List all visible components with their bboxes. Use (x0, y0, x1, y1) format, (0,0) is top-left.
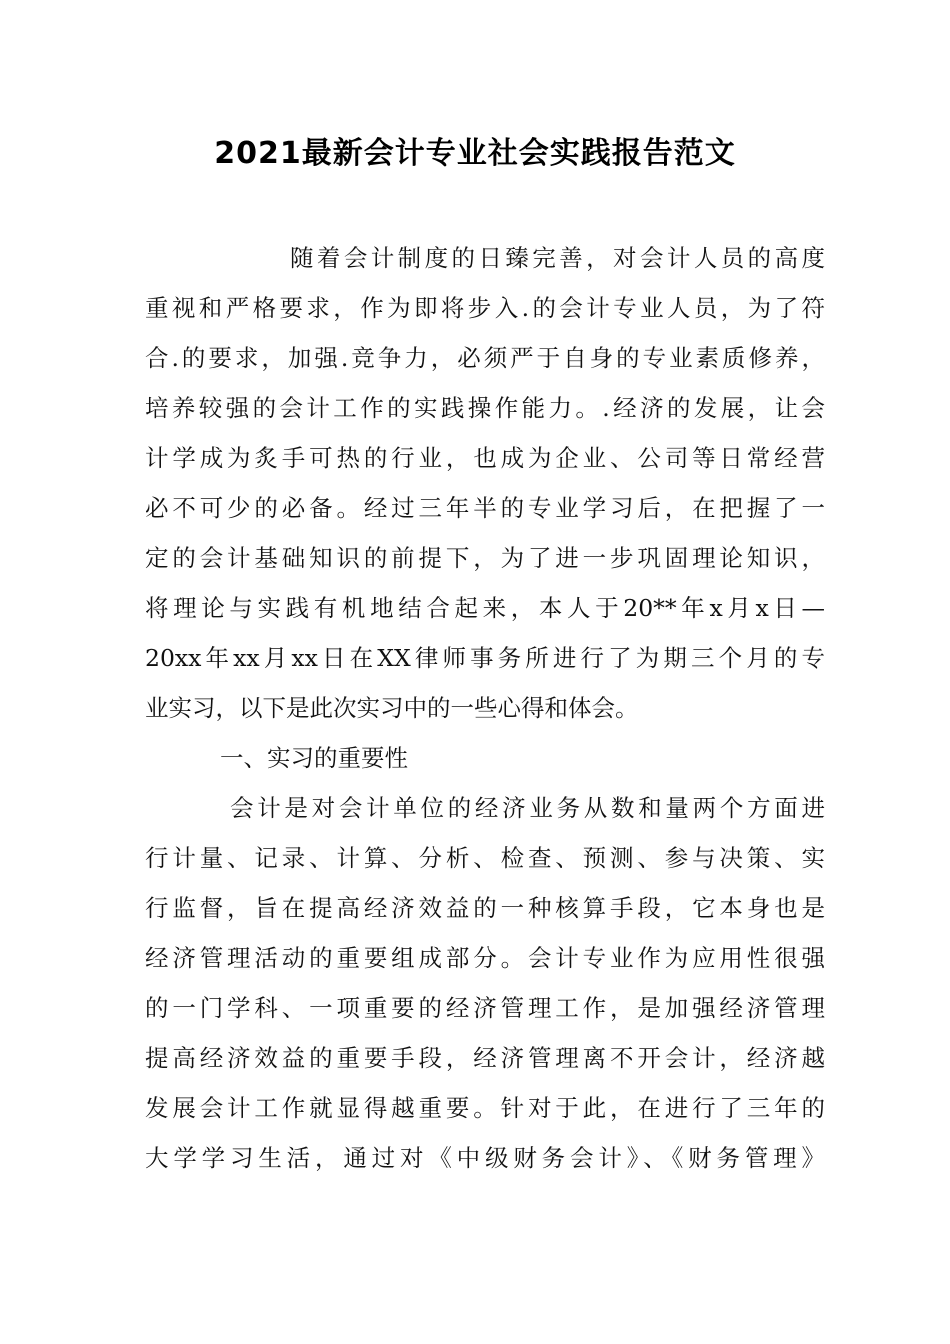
document-title: 2021最新会计专业社会实践报告范文 (214, 136, 736, 171)
section-heading: 一、实习的重要性 (220, 744, 408, 772)
paragraph-line: 20xx年xx月xx日在XX律师事务所进行了为期三个月的专 (145, 644, 825, 672)
paragraph-line: 培养较强的会计工作的实践操作能力。.经济的发展，让会 (145, 394, 825, 422)
paragraph-line: 行监督，旨在提高经济效益的一种核算手段，它本身也是 (145, 894, 825, 922)
paragraph-line: 大学学习生活，通过对《中级财务会计》、《财务管理》 (145, 1144, 825, 1172)
paragraph-line: 行计量、记录、计算、分析、检查、预测、参与决策、实 (145, 844, 825, 872)
paragraph-line: 提高经济效益的重要手段，经济管理离不开会计，经济越 (145, 1044, 825, 1072)
paragraph-line: 重视和严格要求，作为即将步入.的会计专业人员，为了符 (145, 294, 825, 322)
paragraph-line: 计学成为炙手可热的行业，也成为企业、公司等日常经营 (145, 444, 825, 472)
paragraph-line: 经济管理活动的重要组成部分。会计专业作为应用性很强 (145, 944, 825, 972)
paragraph-line: 发展会计工作就显得越重要。针对于此，在进行了三年的 (145, 1094, 825, 1122)
paragraph-line: 的一门学科、一项重要的经济管理工作，是加强经济管理 (145, 994, 825, 1022)
paragraph-line: 将理论与实践有机地结合起来，本人于20**年x月x日— (145, 594, 825, 622)
paragraph-line: 必不可少的必备。经过三年半的专业学习后，在把握了一 (145, 494, 825, 522)
paragraph-line: 合.的要求，加强.竞争力，必须严于自身的专业素质修养， (145, 344, 825, 372)
paragraph-line: 业实习，以下是此次实习中的一些心得和体会。 (145, 694, 639, 722)
paragraph-line: 会计是对会计单位的经济业务从数和量两个方面进 (230, 794, 825, 822)
paragraph-line: 定的会计基础知识的前提下，为了进一步巩固理论知识， (145, 544, 825, 572)
paragraph-line: 随着会计制度的日臻完善，对会计人员的高度 (290, 244, 825, 272)
